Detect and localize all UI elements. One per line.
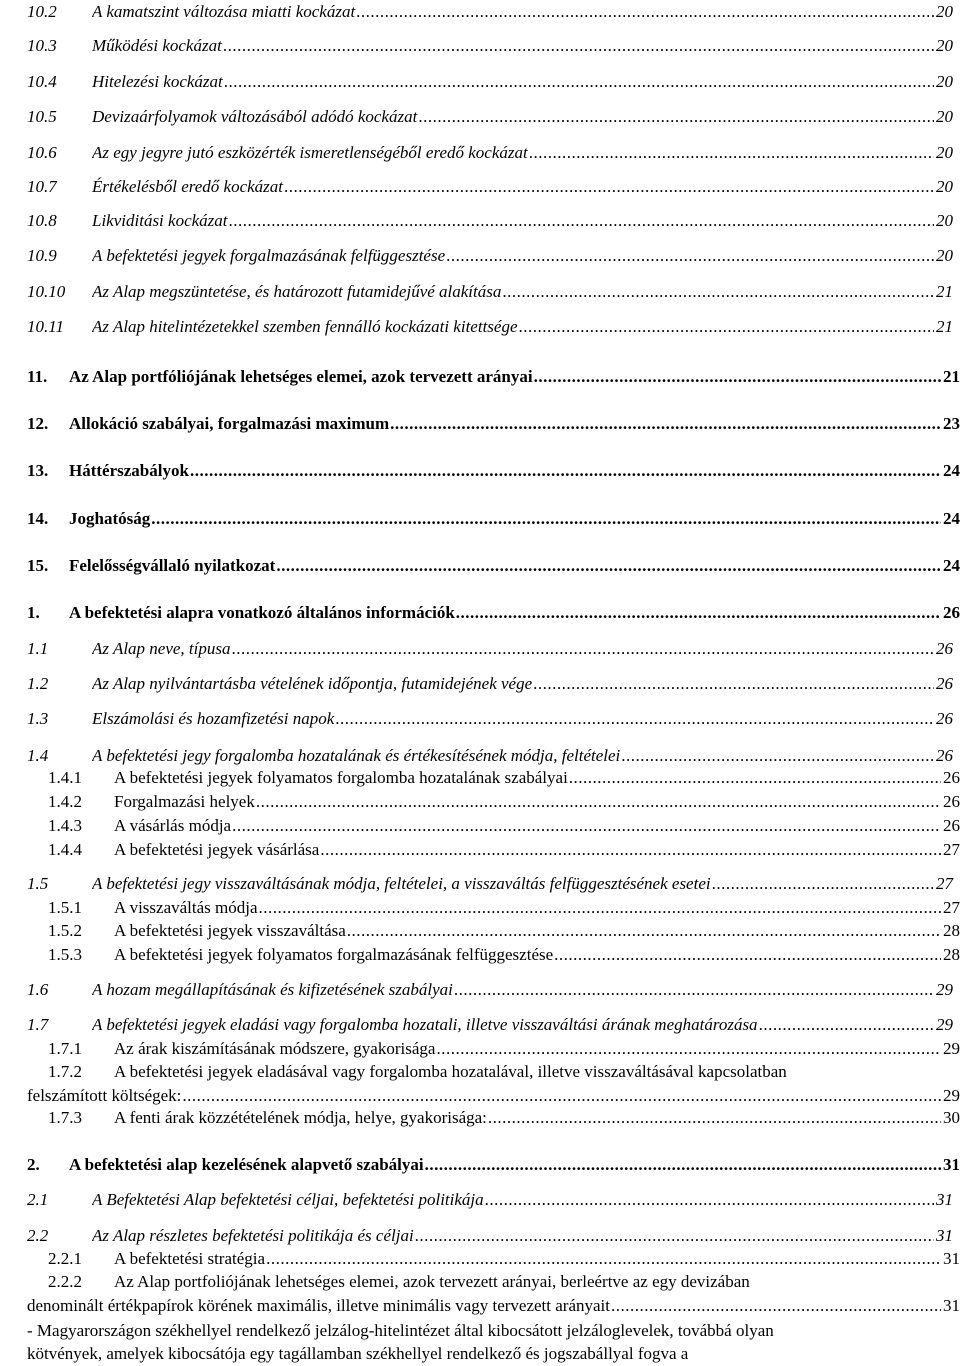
toc-entry-number: 1.4.1 [48, 768, 82, 787]
toc-entry-number: 11. [27, 367, 48, 386]
toc-entry-page: 21 [943, 367, 960, 386]
toc-entry-title: A befektetési jegyek visszaváltása [114, 921, 346, 940]
toc-entry[interactable] [0, 814, 960, 838]
toc-entry-number: 1.7.3 [48, 1108, 82, 1127]
toc-entry[interactable] [0, 70, 960, 94]
dot-leader [223, 34, 934, 58]
toc-entry-page: 29 [936, 1015, 953, 1034]
toc-entry-page: 20 [936, 107, 953, 126]
toc-entry-number: 1.6 [27, 980, 49, 999]
toc-entry[interactable] [0, 790, 960, 814]
toc-entry[interactable] [0, 280, 960, 304]
dot-leader [759, 1013, 934, 1037]
toc-entry-number: 1.3 [27, 709, 49, 728]
toc-entry[interactable] [0, 838, 960, 862]
dot-leader [347, 919, 941, 943]
toc-entry-number: 2.1 [27, 1190, 49, 1209]
toc-entry-title: A vásárlás módja [114, 816, 232, 835]
dot-leader [454, 978, 934, 1002]
toc-entry[interactable] [0, 244, 960, 268]
dot-leader [611, 1294, 941, 1318]
toc-entry-page: 26 [936, 639, 953, 658]
toc-entry-number: 10.3 [27, 36, 57, 55]
toc-entry-number: 13. [27, 461, 49, 480]
toc-entry-title: A Befektetési Alap befektetési céljai, befektetési politikája [92, 1190, 484, 1209]
toc-entry-page: 27 [943, 840, 960, 859]
toc-entry[interactable] [0, 1060, 960, 1108]
toc-entry-title: A befektetési alapra vonatkozó általános információk [69, 603, 455, 622]
toc-entry-page: 31 [943, 1249, 960, 1268]
toc-entry-page: 21 [936, 317, 953, 336]
toc-entry-number: 10.8 [27, 211, 57, 230]
toc-entry-title: A befektetési stratégia [114, 1249, 266, 1268]
dot-leader [456, 601, 941, 625]
toc-entry-page: 27 [936, 874, 953, 893]
dot-leader [415, 1224, 934, 1248]
body-text-line: - Magyarországon székhellyel rendelkező jelzálog-hitelintézet által kibocsátott jelzáloglevelek, továbbá olyan [27, 1321, 774, 1340]
dot-leader [151, 507, 941, 531]
toc-entry-title: Háttérszabályok [69, 461, 189, 480]
dot-leader [276, 554, 941, 578]
toc-entry-page: 28 [943, 921, 960, 940]
toc-entry-number: 10.10 [27, 282, 66, 301]
dot-leader [569, 766, 941, 790]
toc-entry-title: Joghatóság [69, 509, 151, 528]
toc-entry-number: 1.4.3 [48, 816, 82, 835]
toc-entry-page: 24 [943, 509, 960, 528]
dot-leader [229, 209, 934, 233]
toc-entry-page: 20 [936, 246, 953, 265]
dot-leader [621, 744, 934, 768]
toc-entry-page: 26 [936, 674, 953, 693]
dot-leader [232, 814, 941, 838]
dot-leader [519, 315, 935, 339]
toc-entry-page: 26 [943, 603, 960, 622]
toc-entry[interactable] [0, 315, 960, 339]
toc-entry-page: 24 [943, 556, 960, 575]
toc-entry-page: 21 [936, 282, 953, 301]
toc-entry-number: 1.4 [27, 746, 49, 765]
toc-entry-title: Felelősségvállaló nyilatkozat [69, 556, 276, 575]
toc-entry[interactable] [0, 365, 960, 389]
dot-leader [335, 707, 934, 731]
toc-entry-title: A befektetési jegyek eladásával vagy forgalomba hozatalával, illetve visszaváltásával kapcsolatban [114, 1062, 787, 1081]
toc-entry[interactable] [0, 1188, 960, 1212]
toc-entry[interactable] [0, 175, 960, 199]
body-text-line: kötvények, amelyek kibocsátója egy tagállamban székhellyel rendelkező és jogszabállyal fogva a [27, 1344, 689, 1363]
toc-entry-page: 26 [943, 792, 960, 811]
toc-entry[interactable] [0, 896, 960, 920]
toc-entry[interactable] [0, 1270, 960, 1318]
toc-entry-number: 2.2.1 [48, 1249, 82, 1268]
toc-entry[interactable] [0, 412, 960, 436]
toc-entry-title: A kamatszint változása miatti kockázat [92, 2, 356, 21]
toc-entry[interactable] [0, 978, 960, 1002]
toc-entry-number: 1. [27, 603, 40, 622]
toc-entry-title: Az árak kiszámításának módszere, gyakorisága [114, 1039, 436, 1058]
dot-leader [502, 280, 934, 304]
toc-entry-title: Hitelezési kockázat [92, 72, 223, 91]
toc-entry[interactable] [0, 554, 960, 578]
toc-entry-title: A befektetési jegyek forgalmazásának felfüggesztése [92, 246, 446, 265]
toc-entry-page: 23 [943, 414, 960, 433]
toc-entry-page: 31 [943, 1155, 960, 1174]
toc-entry[interactable] [0, 34, 960, 58]
toc-entry-page: 20 [936, 2, 953, 21]
toc-entry[interactable] [0, 459, 960, 483]
toc-entry-page: 29 [943, 1086, 960, 1105]
toc-entry-number: 1.4.2 [48, 792, 82, 811]
dot-leader [182, 1084, 941, 1108]
dot-leader [425, 1153, 941, 1177]
dot-leader [485, 1188, 934, 1212]
toc-entry-title: Működési kockázat [92, 36, 222, 55]
toc-entry-title-continued: felszámított költségek: [27, 1086, 182, 1105]
toc-entry-number: 10.5 [27, 107, 57, 126]
toc-entry-number: 14. [27, 509, 49, 528]
toc-entry-page: 20 [936, 177, 953, 196]
toc-entry[interactable] [0, 872, 960, 896]
toc-entry-page: 20 [936, 211, 953, 230]
toc-entry-title-continued: denominált értékpapírok körének maximális, illetve minimális vagy tervezett arányait [27, 1296, 610, 1315]
dot-leader [284, 175, 934, 199]
toc-entry-title: A befektetési jegyek eladási vagy forgalomba hozatali, illetve visszaváltási árának meghatározása [92, 1015, 758, 1034]
dot-leader [190, 459, 941, 483]
toc-entry-page: 24 [943, 461, 960, 480]
toc-entry-title: Az Alap megszüntetése, és határozott futamidejűvé alakítása [92, 282, 502, 301]
toc-entry-number: 10.9 [27, 246, 57, 265]
dot-leader [390, 412, 941, 436]
toc-entry-page: 26 [943, 816, 960, 835]
dot-leader [529, 141, 934, 165]
toc-entry-title: Az egy jegyre jutó eszközérték ismeretlenségéből eredő kockázat [92, 143, 528, 162]
toc-entry-number: 2.2.2 [48, 1272, 82, 1291]
toc-entry-page: 31 [936, 1226, 953, 1245]
dot-leader [320, 838, 941, 862]
toc-entry-number: 10.11 [27, 317, 64, 336]
toc-entry[interactable] [0, 1106, 960, 1130]
toc-entry-title: A befektetési jegy visszaváltásának módja, feltételei, a visszaváltás felfüggesztésének esetei [92, 874, 711, 893]
toc-entry-number: 1.5 [27, 874, 49, 893]
toc-entry[interactable] [0, 209, 960, 233]
toc-entry[interactable] [0, 141, 960, 165]
dot-leader [266, 1247, 941, 1271]
toc-entry-number: 1.1 [27, 639, 49, 658]
toc-entry-page: 31 [943, 1296, 960, 1315]
toc-entry[interactable] [0, 601, 960, 625]
toc-entry-page: 26 [936, 709, 953, 728]
toc-entry[interactable] [0, 766, 960, 790]
dot-leader [224, 70, 934, 94]
toc-entry-title: Értékelésből eredő kockázat [92, 177, 284, 196]
toc-entry-title: A hozam megállapításának és kifizetésének szabályai [92, 980, 453, 999]
toc-entry-number: 12. [27, 414, 49, 433]
toc-entry-title: A befektetési jegyek folyamatos forgalomba hozatalának szabályai [114, 768, 568, 787]
toc-entry-page: 29 [943, 1039, 960, 1058]
toc-entry-number: 10.2 [27, 2, 57, 21]
toc-entry-number: 10.7 [27, 177, 57, 196]
toc-entry-number: 15. [27, 556, 49, 575]
toc-entry[interactable] [0, 105, 960, 129]
toc-entry-number: 10.4 [27, 72, 57, 91]
dot-leader [418, 105, 934, 129]
toc-entry-number: 1.2 [27, 674, 49, 693]
toc-entry-title: Az Alap neve, típusa [92, 639, 231, 658]
dot-leader [534, 365, 941, 389]
toc-entry[interactable] [0, 1224, 960, 1248]
toc-entry-title: A befektetési jegy forgalomba hozatalának és értékesítésének módja, feltételei [92, 746, 621, 765]
toc-entry[interactable] [0, 1247, 960, 1271]
toc-entry-title: Allokáció szabályai, forgalmazási maximum [69, 414, 390, 433]
toc-entry-title: Forgalmazási helyek [114, 792, 255, 811]
dot-leader [256, 790, 941, 814]
toc-entry-number: 1.7.1 [48, 1039, 82, 1058]
toc-entry[interactable] [0, 507, 960, 531]
dot-leader [232, 637, 935, 661]
toc-entry-number: 1.4.4 [48, 840, 82, 859]
dot-leader [436, 1037, 941, 1061]
toc-entry-page: 26 [936, 746, 953, 765]
toc-entry-number: 1.7 [27, 1015, 49, 1034]
toc-entry-page: 30 [943, 1108, 960, 1127]
toc-entry[interactable] [0, 943, 960, 967]
toc-entry-page: 20 [936, 36, 953, 55]
toc-entry-title: Elszámolási és hozamfizetési napok [92, 709, 335, 728]
toc-entry[interactable] [0, 1013, 960, 1037]
dot-leader [554, 943, 941, 967]
dot-leader [533, 672, 934, 696]
toc-entry[interactable] [0, 1037, 960, 1061]
toc-entry-title: Az Alap hitelintézetekkel szemben fennálló kockázati kitettsége [92, 317, 518, 336]
toc-entry[interactable] [0, 0, 960, 24]
toc-entry-title: A befektetési alap kezelésének alapvető szabályai [69, 1155, 424, 1174]
toc-entry-title: Az Alap nyilvántartásba vételének időpontja, futamidejének vége [92, 674, 533, 693]
toc-entry-page: 26 [943, 768, 960, 787]
toc-entry-title: A visszaváltás módja [114, 898, 258, 917]
toc-entry-number: 1.5.3 [48, 945, 82, 964]
toc-entry-title: A befektetési jegyek folyamatos forgalmazásának felfüggesztése [114, 945, 554, 964]
dot-leader [259, 896, 941, 920]
toc-entry[interactable] [0, 1153, 960, 1177]
toc-entry-number: 10.6 [27, 143, 57, 162]
toc-entry-number: 1.7.2 [48, 1062, 82, 1081]
toc-entry-title: Devizaárfolyamok változásából adódó kockázat [92, 107, 418, 126]
toc-entry-title: Az Alap portfóliójának lehetséges elemei, azok tervezett arányai [69, 367, 533, 386]
toc-entry-page: 31 [936, 1190, 953, 1209]
dot-leader [712, 872, 934, 896]
dot-leader [488, 1106, 941, 1130]
toc-entry[interactable] [0, 672, 960, 696]
toc-entry[interactable] [0, 919, 960, 943]
toc-entry-number: 2.2 [27, 1226, 49, 1245]
toc-entry-number: 2. [27, 1155, 40, 1174]
toc-entry-number: 1.5.1 [48, 898, 82, 917]
toc-entry-title: A fenti árak közzétételének módja, helye, gyakorisága: [114, 1108, 487, 1127]
toc-entry-title: A befektetési jegyek vásárlása [114, 840, 320, 859]
toc-entry-page: 20 [936, 72, 953, 91]
toc-entry-page: 29 [936, 980, 953, 999]
dot-leader [356, 0, 934, 24]
toc-entry-page: 27 [943, 898, 960, 917]
toc-entry-number: 1.5.2 [48, 921, 82, 940]
dot-leader [446, 244, 934, 268]
toc-entry-page: 20 [936, 143, 953, 162]
toc-entry-title: Az Alap részletes befektetési politikája és céljai [92, 1226, 414, 1245]
toc-entry-title: Az Alap portfoliójának lehetséges elemei, azok tervezett arányai, berleértve az egy devizában [114, 1272, 750, 1291]
toc-entry[interactable] [0, 637, 960, 661]
toc-entry[interactable] [0, 707, 960, 731]
toc-entry-title: Likviditási kockázat [92, 211, 228, 230]
toc-entry[interactable] [0, 744, 960, 768]
toc-entry-page: 28 [943, 945, 960, 964]
